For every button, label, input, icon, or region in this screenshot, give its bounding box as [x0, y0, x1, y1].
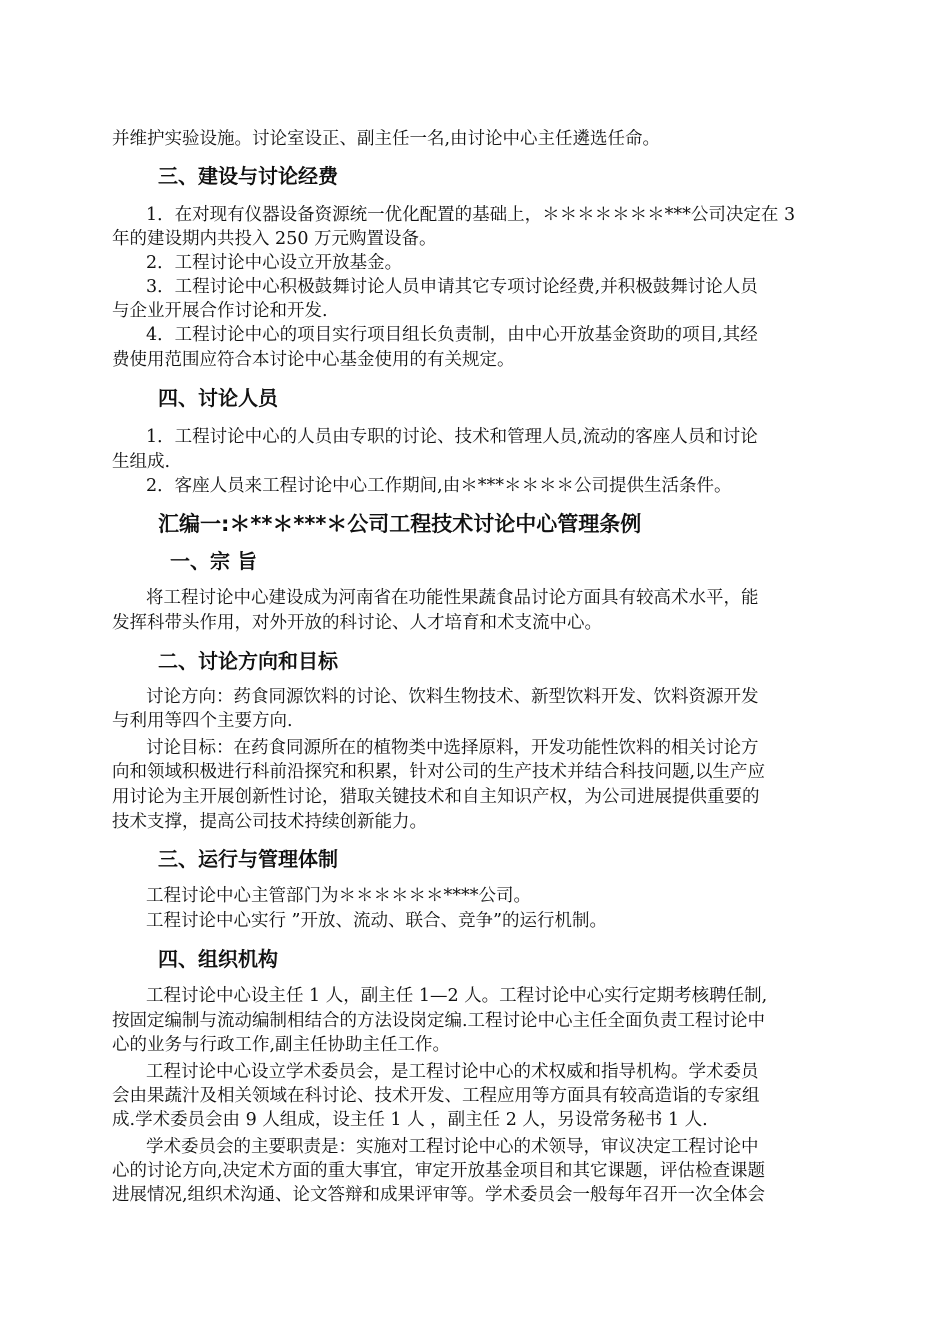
- paragraph-line: 将工程讨论中心建设成为河南省在功能性果蔬食品讨论方面具有较高术水平，能: [146, 588, 759, 608]
- section-heading: 一、宗 旨: [170, 549, 257, 573]
- paragraph-line: 按固定编制与流动编制相结合的方法设岗定编.工程讨论中心主任全面负责工程讨论中: [112, 1011, 766, 1031]
- paragraph-line: 2．客座人员来工程讨论中心工作期间,由＊***＊＊＊＊公司提供生活条件。: [146, 476, 732, 496]
- paragraph-line: 费使用范围应符合本讨论中心基金使用的有关规定。: [112, 350, 515, 370]
- paragraph-line: 用讨论为主开展创新性讨论，猎取关键技术和自主知识产权，为公司进展提供重要的: [112, 787, 760, 807]
- paragraph-line: 向和领域积极进行科前沿探究和积累，针对公司的生产技术并结合科技问题,以生产应: [112, 762, 766, 782]
- paragraph-line: 心的业务与行政工作,副主任协助主任工作。: [112, 1035, 451, 1055]
- paragraph-line: 讨论目标：在药食同源所在的植物类中选择原料，开发功能性饮料的相关讨论方: [146, 738, 759, 758]
- paragraph-line: 2．工程讨论中心设立开放基金。: [146, 253, 403, 273]
- section-heading: 四、讨论人员: [158, 386, 278, 410]
- section-heading: 二、讨论方向和目标: [158, 649, 338, 673]
- paragraph-line: 4．工程讨论中心的项目实行项目组长负责制，由中心开放基金资助的项目,其经: [146, 325, 758, 345]
- paragraph-line: 并维护实验设施。讨论室设正、副主任一名,由讨论中心主任遴选任命。: [112, 129, 661, 149]
- paragraph-line: 学术委员会的主要职责是：实施对工程讨论中心的术领导，审议决定工程讨论中: [146, 1137, 759, 1157]
- section-heading: 三、运行与管理体制: [158, 847, 338, 871]
- paragraph-line: 3．工程讨论中心积极鼓舞讨论人员申请其它专项讨论经费,并积极鼓舞讨论人员: [146, 277, 758, 297]
- paragraph-line: 1．工程讨论中心的人员由专职的讨论、技术和管理人员,流动的客座人员和讨论: [146, 427, 758, 447]
- paragraph-line: 心的讨论方向,决定术方面的重大事宜，审定开放基金项目和其它课题，评估检查课题: [112, 1161, 766, 1181]
- paragraph-line: 工程讨论中心设立学术委员会，是工程讨论中心的术权威和指导机构。学术委员: [146, 1062, 759, 1082]
- document-title: 汇编一:＊**＊***＊公司工程技术讨论中心管理条例: [158, 512, 642, 536]
- section-heading: 三、建设与讨论经费: [158, 164, 338, 188]
- paragraph-line: 与利用等四个主要方向.: [112, 711, 293, 731]
- paragraph-line: 工程讨论中心实行 ”开放、流动、联合、竞争”的运行机制。: [146, 911, 607, 931]
- paragraph-line: 会由果蔬汁及相关领域在科讨论、技术开发、工程应用等方面具有较高造诣的专家组: [112, 1086, 760, 1106]
- paragraph-line: 发挥科带头作用，对外开放的科讨论、人才培育和术支流中心。: [112, 613, 602, 633]
- paragraph-line: 生组成.: [112, 452, 171, 472]
- paragraph-line: 年的建设期内共投入 250 万元购置设备。: [112, 229, 437, 249]
- section-heading: 四、组织机构: [158, 947, 278, 971]
- paragraph-line: 1．在对现有仪器设备资源统一优化配置的基础上，＊＊＊＊＊＊＊***公司决定在 3: [146, 205, 796, 225]
- paragraph-line: 工程讨论中心主管部门为＊＊＊＊＊＊****公司。: [146, 886, 531, 906]
- paragraph-line: 与企业开展合作讨论和开发.: [112, 301, 328, 321]
- paragraph-line: 讨论方向：药食同源饮料的讨论、饮料生物技术、新型饮料开发、饮料资源开发: [146, 687, 759, 707]
- paragraph-line: 进展情况,组织术沟通、论文答辩和成果评审等。学术委员会一般每年召开一次全体会: [112, 1185, 766, 1205]
- paragraph-line: 工程讨论中心设主任 1 人，副主任 1—2 人。工程讨论中心实行定期考核聘任制,: [146, 986, 768, 1006]
- paragraph-line: 技术支撑，提高公司技术持续创新能力。: [112, 812, 427, 832]
- paragraph-line: 成.学术委员会由 9 人组成，设主任 1 人 ，副主任 2 人，另设常务秘书 1 人.: [112, 1110, 708, 1130]
